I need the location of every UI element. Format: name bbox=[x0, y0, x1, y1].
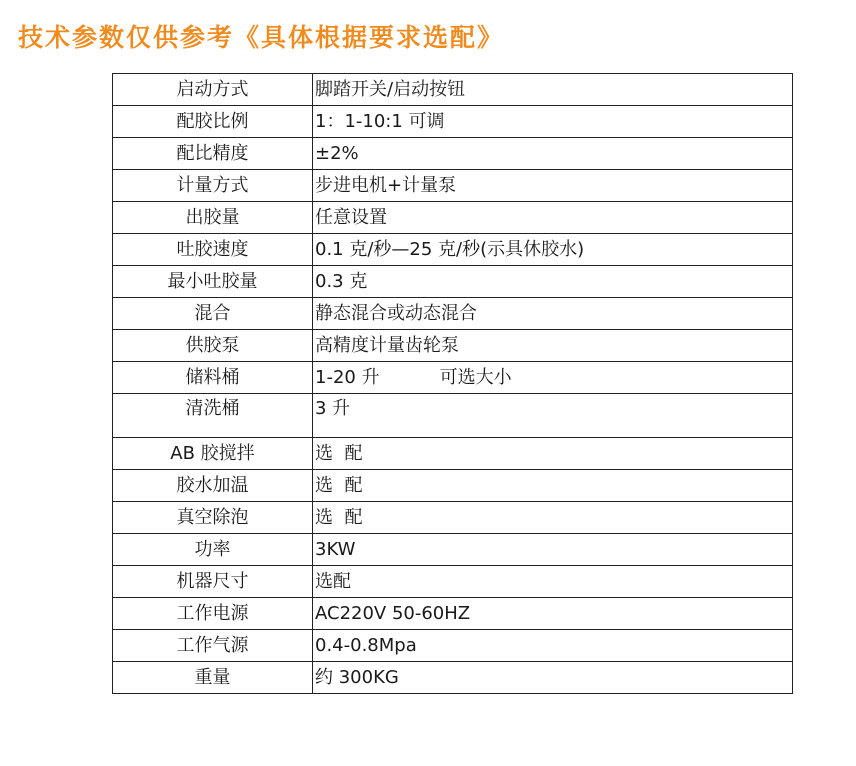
spec-value: 步进电机+计量泵 bbox=[313, 170, 793, 202]
spec-name: 启动方式 bbox=[113, 74, 313, 106]
spec-value: 1：1-10:1 可调 bbox=[313, 106, 793, 138]
table-row bbox=[113, 502, 793, 534]
table-row bbox=[113, 630, 793, 662]
spec-value: AC220V 50-60HZ bbox=[313, 598, 793, 630]
table-row bbox=[113, 566, 793, 598]
spec-name: 最小吐胶量 bbox=[113, 266, 313, 298]
table-row bbox=[113, 138, 793, 170]
table-row bbox=[113, 362, 793, 394]
table-row bbox=[113, 74, 793, 106]
spec-table bbox=[112, 73, 793, 694]
table-row bbox=[113, 470, 793, 502]
table-row bbox=[113, 438, 793, 470]
table-row bbox=[113, 266, 793, 298]
table-row bbox=[113, 598, 793, 630]
spec-value: 3 升 bbox=[313, 394, 793, 438]
spec-name: 配比精度 bbox=[113, 138, 313, 170]
table-row bbox=[113, 394, 793, 438]
spec-value: 选 配 bbox=[313, 470, 793, 502]
spec-value: 选 配 bbox=[313, 438, 793, 470]
spec-value: 任意设置 bbox=[313, 202, 793, 234]
page-title: 技术参数仅供参考《具体根据要求选配》 bbox=[18, 23, 505, 52]
spec-name: 供胶泵 bbox=[113, 330, 313, 362]
spec-name: 计量方式 bbox=[113, 170, 313, 202]
spec-value: 高精度计量齿轮泵 bbox=[313, 330, 793, 362]
spec-value: ±2% bbox=[313, 138, 793, 170]
table-row bbox=[113, 662, 793, 694]
spec-name: 配胶比例 bbox=[113, 106, 313, 138]
spec-name: 机器尺寸 bbox=[113, 566, 313, 598]
spec-name: 真空除泡 bbox=[113, 502, 313, 534]
spec-name: 功率 bbox=[113, 534, 313, 566]
spec-value: 1-20 升 bbox=[315, 366, 380, 388]
table-row bbox=[113, 170, 793, 202]
spec-value: 0.4-0.8Mpa bbox=[313, 630, 793, 662]
spec-value: 0.3 克 bbox=[313, 266, 793, 298]
spec-value: 0.1 克/秒—25 克/秒(示具休胶水) bbox=[313, 234, 793, 266]
spec-name: 吐胶速度 bbox=[113, 234, 313, 266]
spec-value: 3KW bbox=[313, 534, 793, 566]
table-row bbox=[113, 202, 793, 234]
spec-value-cell bbox=[313, 362, 793, 394]
spec-name: 工作电源 bbox=[113, 598, 313, 630]
spec-value-note: 可选大小 bbox=[439, 366, 512, 388]
spec-name: 胶水加温 bbox=[113, 470, 313, 502]
table-row bbox=[113, 330, 793, 362]
table-row bbox=[113, 534, 793, 566]
spec-name: 重量 bbox=[113, 662, 313, 694]
spec-value: 脚踏开关/启动按钮 bbox=[313, 74, 793, 106]
spec-name: AB 胶搅拌 bbox=[113, 438, 313, 470]
spec-value: 选配 bbox=[313, 566, 793, 598]
spec-value: 约 300KG bbox=[313, 662, 793, 694]
table-row bbox=[113, 106, 793, 138]
spec-value: 选 配 bbox=[313, 502, 793, 534]
spec-name: 清洗桶 bbox=[113, 394, 313, 438]
spec-name: 混合 bbox=[113, 298, 313, 330]
spec-name: 储料桶 bbox=[113, 362, 313, 394]
spec-value: 静态混合或动态混合 bbox=[313, 298, 793, 330]
table-row bbox=[113, 298, 793, 330]
spec-name: 出胶量 bbox=[113, 202, 313, 234]
table-row bbox=[113, 234, 793, 266]
spec-name: 工作气源 bbox=[113, 630, 313, 662]
